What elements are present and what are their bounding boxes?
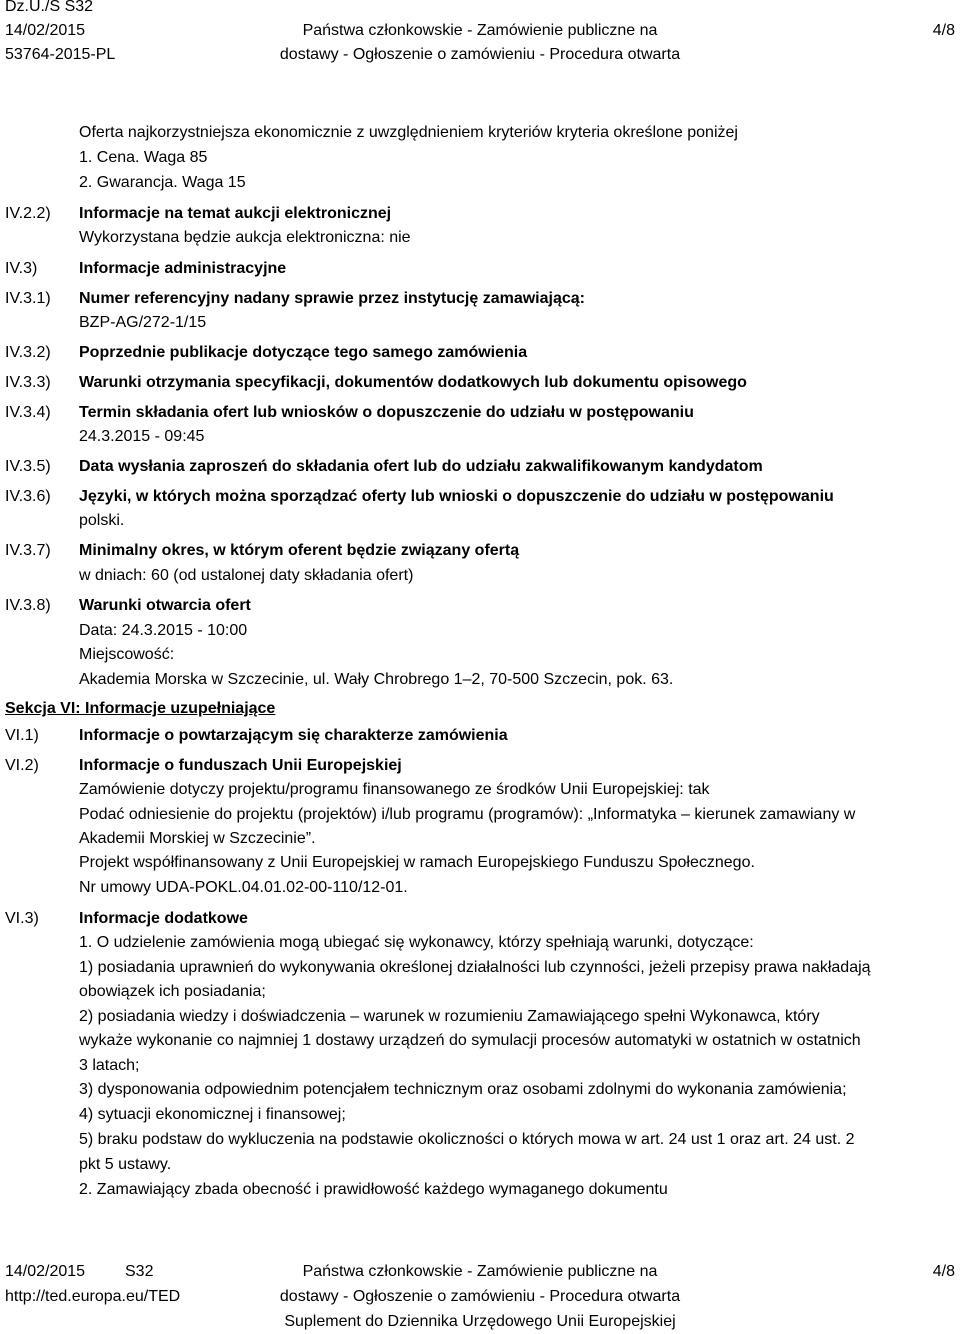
- page-header: [5, 0, 955, 70]
- header-date: 14/02/2015: [5, 22, 86, 39]
- section-number: VI.1): [5, 727, 39, 744]
- item-text: 1. Cena. Waga 85: [79, 149, 208, 166]
- journal-ref: Dz.U./S S32: [5, 0, 94, 15]
- item-text: polski.: [79, 512, 125, 529]
- section-number: IV.3.1): [5, 290, 51, 307]
- item-text: Akademia Morska w Szczecinie, ul. Wały Chrobrego 1–2, 70-500 Szczecin, pok. 63.: [79, 671, 674, 688]
- header-id: 53764-2015-PL: [5, 46, 116, 63]
- item-heading: Informacje o powtarzającym się charakterze zamówienia: [79, 727, 508, 744]
- section-number: IV.3.3): [5, 374, 51, 391]
- item-heading: Informacje o funduszach Unii Europejskiej: [79, 757, 402, 774]
- section-number: IV.3.2): [5, 344, 51, 361]
- section-number: IV.3.6): [5, 488, 51, 505]
- item-text: wykaże wykonanie co najmniej 1 dostawy urządzeń do symulacji procesów automatyki w ostatnich w ostatnich: [79, 1032, 861, 1049]
- item-heading: Data wysłania zaproszeń do składania ofert lub do udziału zakwalifikowanym kandydatom: [79, 458, 763, 475]
- item-text: 5) braku podstaw do wykluczenia na podstawie okoliczności o których mowa w art. 24 ust 1 oraz art. 24 ust. 2: [79, 1131, 855, 1148]
- section-heading: Sekcja VI: Informacje uzupełniające: [5, 700, 276, 717]
- footer-title-line1: Państwa członkowskie - Zamówienie publiczne na: [302, 1263, 658, 1280]
- item-text: 4) sytuacji ekonomicznej i finansowej;: [79, 1106, 346, 1123]
- item-text: Nr umowy UDA-POKL.04.01.02-00-110/12-01.: [79, 879, 408, 896]
- item-text: Wykorzystana będzie aukcja elektroniczna: nie: [79, 229, 411, 246]
- item-text: Zamówienie dotyczy projektu/programu finansowanego ze środków Unii Europejskiej: tak: [79, 781, 710, 798]
- item-text: BZP-AG/272-1/15: [79, 314, 207, 331]
- item-text: obowiązek ich posiadania;: [79, 983, 266, 1000]
- item-heading: Warunki otrzymania specyfikacji, dokumentów dodatkowych lub dokumentu opisowego: [79, 374, 747, 391]
- footer-series: S32: [125, 1263, 154, 1280]
- footer-page-number: 4/8: [932, 1263, 955, 1280]
- item-text: 1) posiadania uprawnień do wykonywania określonej działalności lub czynności, jeżeli przepisy prawa nakładają: [79, 959, 871, 976]
- item-heading: Poprzednie publikacje dotyczące tego samego zamówienia: [79, 344, 528, 361]
- item-heading: Informacje na temat aukcji elektronicznej: [79, 205, 392, 222]
- item-text: 2. Gwarancja. Waga 15: [79, 174, 246, 191]
- item-heading: Minimalny okres, w którym oferent będzie związany ofertą: [79, 542, 520, 559]
- item-text: 24.3.2015 - 09:45: [79, 428, 205, 445]
- footer-date: 14/02/2015: [5, 1263, 86, 1280]
- item-text: Oferta najkorzystniejsza ekonomicznie z uwzględnieniem kryteriów kryteria określone poniżej: [79, 124, 738, 141]
- item-text: Data: 24.3.2015 - 10:00: [79, 622, 248, 639]
- section-number: IV.3.4): [5, 404, 51, 421]
- item-text: Akademii Morskiej w Szczecinie”.: [79, 830, 316, 847]
- item-text: Projekt współfinansowany z Unii Europejskiej w ramach Europejskiego Funduszu Społecznego.: [79, 854, 755, 871]
- item-text: 2) posiadania wiedzy i doświadczenia – warunek w rozumieniu Zamawiającego spełni Wykonawca, który: [79, 1008, 820, 1025]
- item-text: 3 latach;: [79, 1057, 140, 1074]
- item-heading: Numer referencyjny nadany sprawie przez instytucję zamawiającą:: [79, 290, 585, 307]
- section-number: IV.2.2): [5, 205, 51, 222]
- header-title-line2: dostawy - Ogłoszenie o zamówieniu - Procedura otwarta: [279, 46, 681, 63]
- section-number: IV.3.7): [5, 542, 51, 559]
- section-number: VI.2): [5, 757, 39, 774]
- section-number: IV.3): [5, 260, 38, 277]
- item-text: 1. O udzielenie zamówienia mogą ubiegać się wykonawcy, którzy spełniają warunki, dotyczące:: [79, 934, 754, 951]
- footer-title-line2: dostawy - Ogłoszenie o zamówieniu - Procedura otwarta: [279, 1288, 681, 1305]
- item-text: 3) dysponowania odpowiednim potencjałem technicznym oraz osobami zdolnymi do wykonania zamówienia;: [79, 1081, 847, 1098]
- item-heading: Warunki otwarcia ofert: [79, 597, 251, 614]
- header-title-line1: Państwa członkowskie - Zamówienie publiczne na: [302, 22, 658, 39]
- item-heading: Języki, w których można sporządzać oferty lub wnioski o dopuszczenie do udziału w postępowaniu: [79, 488, 834, 505]
- header-page-number: 4/8: [932, 22, 955, 39]
- item-heading: Informacje dodatkowe: [79, 910, 248, 927]
- item-text: Podać odniesienie do projektu (projektów) i/lub programu (programów): „Informatyka – kierunek zamawiany w: [79, 806, 856, 823]
- footer-title-line3: Suplement do Dziennika Urzędowego Unii Europejskiej: [284, 1313, 676, 1330]
- item-text: Miejscowość:: [79, 646, 175, 663]
- item-heading: Termin składania ofert lub wniosków o dopuszczenie do udziału w postępowaniu: [79, 404, 694, 421]
- item-heading: Informacje administracyjne: [79, 260, 287, 277]
- page-footer: [5, 1262, 955, 1332]
- item-text: 2. Zamawiający zbada obecność i prawidłowość każdego wymaganego dokumentu: [79, 1181, 668, 1198]
- section-number: IV.3.5): [5, 458, 51, 475]
- item-text: w dniach: 60 (od ustalonej daty składania ofert): [79, 567, 414, 584]
- section-number: VI.3): [5, 910, 39, 927]
- item-text: pkt 5 ustawy.: [79, 1156, 172, 1173]
- section-number: IV.3.8): [5, 597, 51, 614]
- footer-link[interactable]: http://ted.europa.eu/TED: [5, 1288, 181, 1305]
